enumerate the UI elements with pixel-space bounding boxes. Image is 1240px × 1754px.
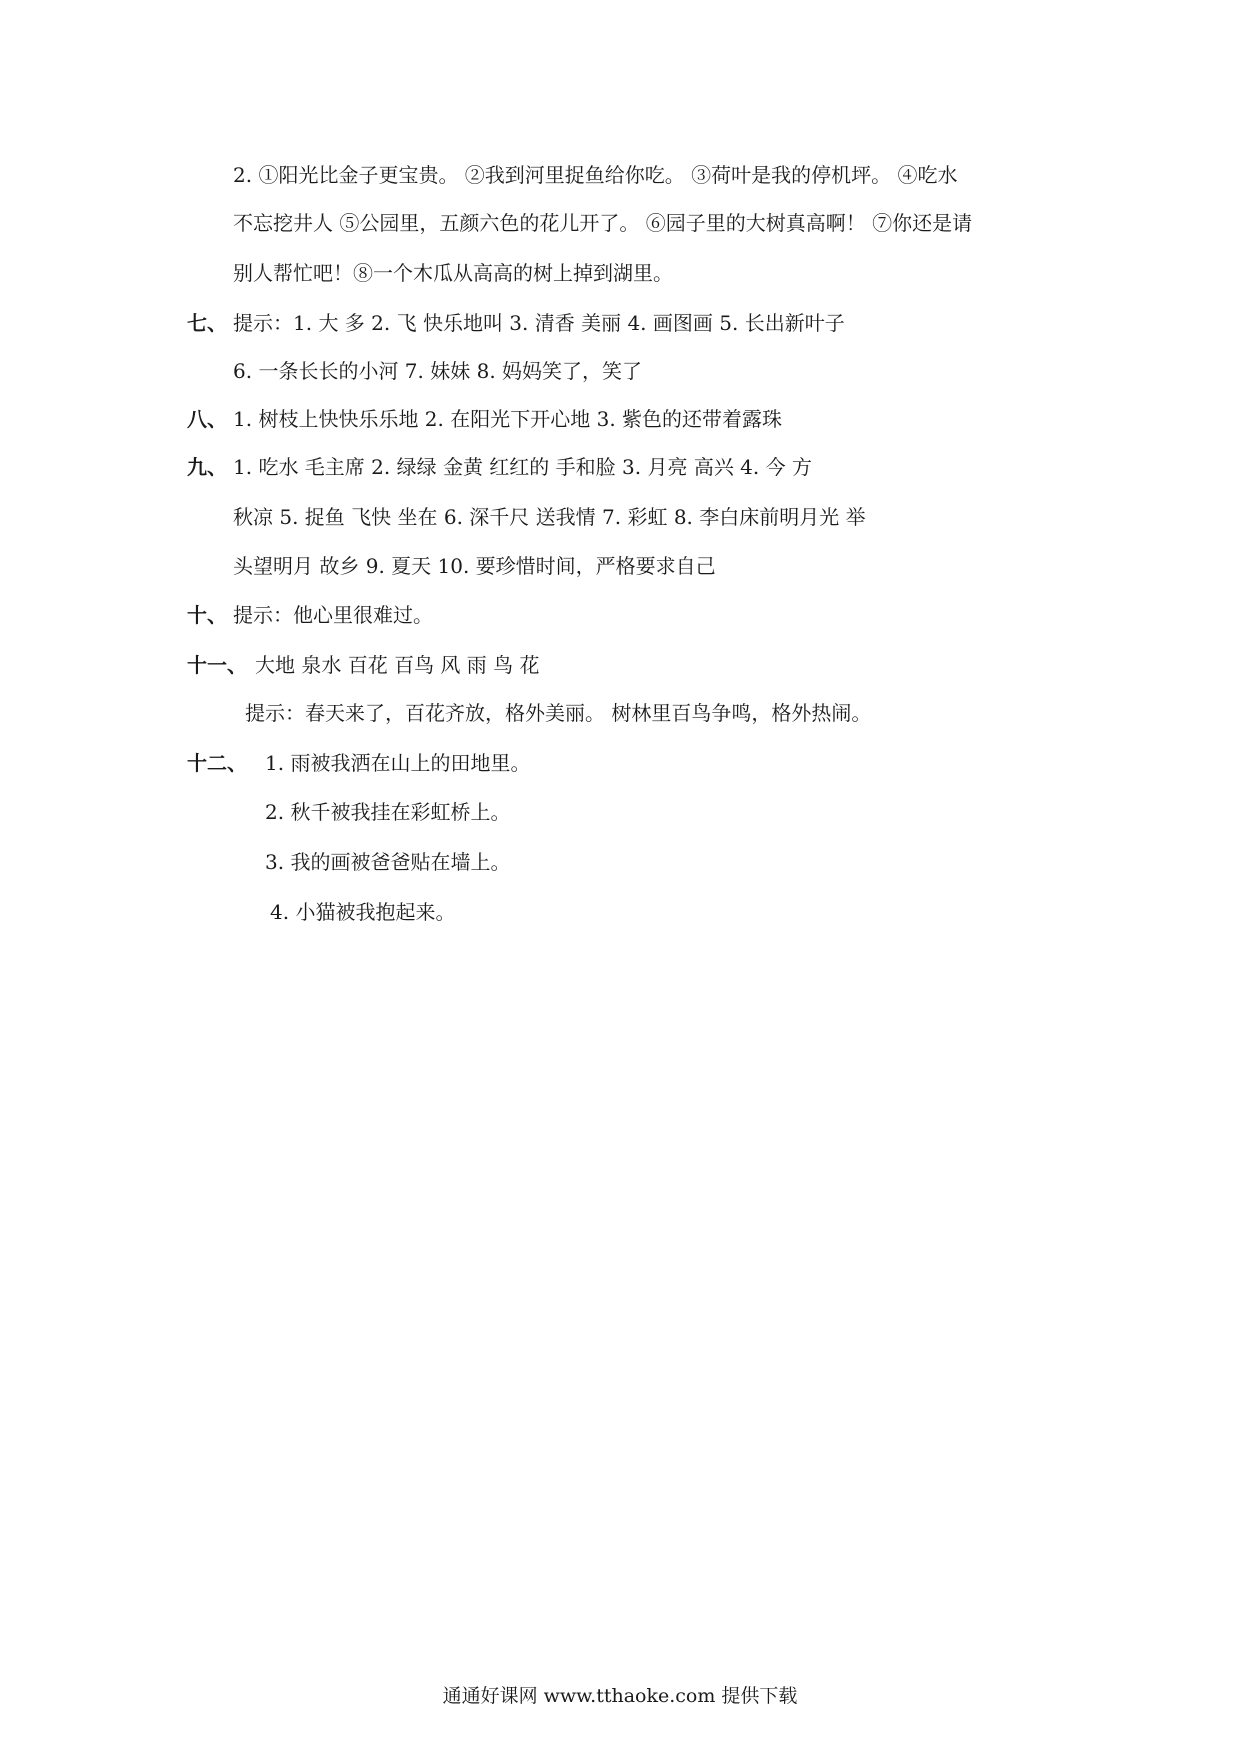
answer-12-item-1: 1. 雨被我洒在山上的田地里。 (265, 751, 531, 775)
answer-12-item-3: 3. 我的画被爸爸贴在墙上。 (265, 850, 511, 874)
answer-6-2-line-1: 2. ①阳光比金子更宝贵。 ②我到河里捉鱼给你吃。 ③荷叶是我的停机坪。 ④吃水 (233, 163, 958, 187)
answer-6-2-line-3: 别人帮忙吧！⑧一个木瓜从高高的树上掉到湖里。 (233, 261, 673, 285)
answer-11-line-1: 大地 泉水 百花 百鸟 风 雨 鸟 花 (255, 653, 540, 677)
answer-12-item-2: 2. 秋千被我挂在彩虹桥上。 (265, 800, 511, 824)
section-12-number: 十二、 (187, 751, 247, 775)
section-10-number: 十、 (187, 603, 227, 627)
section-7-number: 七、 (187, 311, 227, 335)
answer-11-line-2: 提示：春天来了，百花齐放，格外美丽。 树林里百鸟争鸣，格外热闹。 (245, 701, 872, 725)
answer-9-line-3: 头望明月 故乡 9. 夏天 10. 要珍惜时间，严格要求自己 (233, 554, 716, 578)
answer-7-line-1: 提示：1. 大 多 2. 飞 快乐地叫 3. 清香 美丽 4. 画图画 5. 长出新叶子 (233, 311, 845, 335)
answer-7-line-2: 6. 一条长长的小河 7. 妹妹 8. 妈妈笑了，笑了 (233, 359, 643, 383)
section-11-number: 十一、 (187, 653, 247, 677)
section-8-number: 八、 (187, 407, 227, 431)
answer-9-line-1: 1. 吃水 毛主席 2. 绿绿 金黄 红红的 手和脸 3. 月亮 高兴 4. 今 方 (233, 455, 812, 479)
answer-8-line-1: 1. 树枝上快快乐乐地 2. 在阳光下开心地 3. 紫色的还带着露珠 (233, 407, 783, 431)
answer-10-line-1: 提示：他心里很难过。 (233, 603, 433, 627)
answer-6-2-line-2: 不忘挖井人 ⑤公园里，五颜六色的花儿开了。 ⑥园子里的大树真高啊！ ⑦你还是请 (233, 211, 973, 235)
answer-12-item-4: 4. 小猫被我抱起来。 (270, 900, 456, 924)
answer-9-line-2: 秋凉 5. 捉鱼 飞快 坐在 6. 深千尺 送我情 7. 彩虹 8. 李白床前明月光 举 (233, 505, 866, 529)
section-9-number: 九、 (187, 455, 227, 479)
footer-credit: 通通好课网 www.tthaoke.com 提供下载 (442, 1685, 798, 1707)
